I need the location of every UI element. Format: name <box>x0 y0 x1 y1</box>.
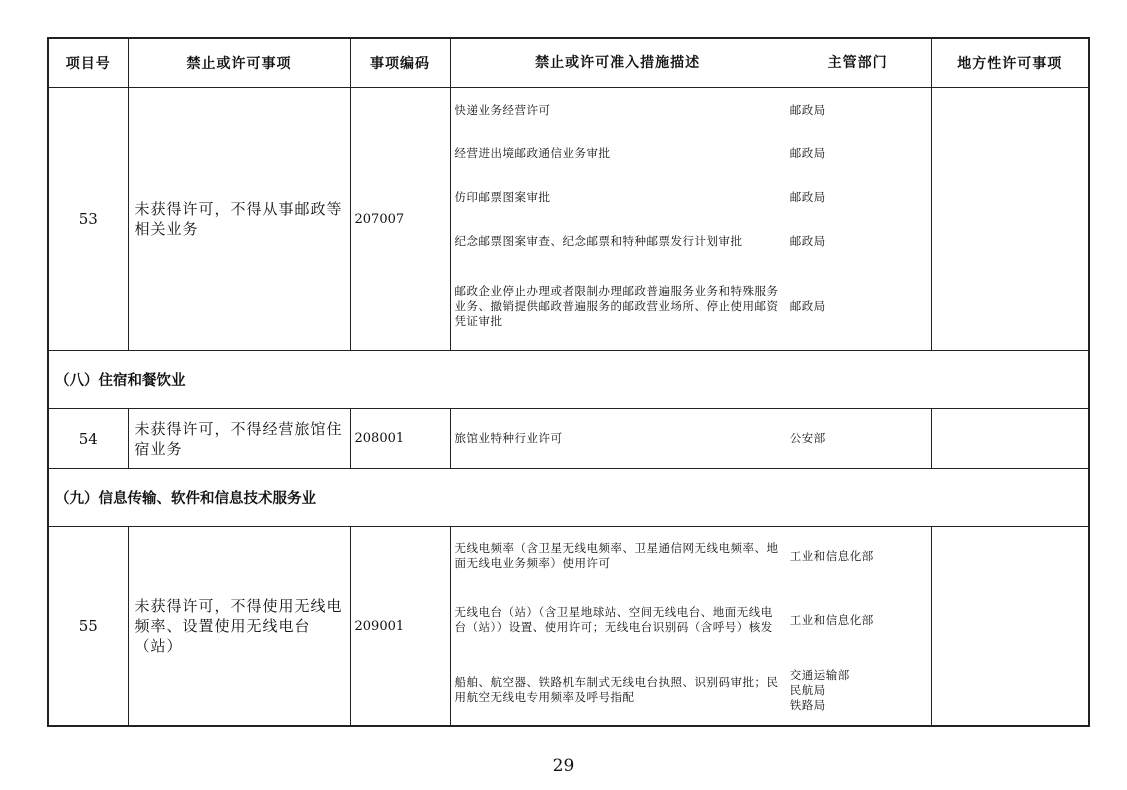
section-heading-8: （八）住宿和餐饮业 <box>48 351 1089 409</box>
row-53-measure-dept: 邮政局 <box>789 233 826 248</box>
header-item-no: 项目号 <box>48 38 128 88</box>
row-54-local <box>931 409 1089 469</box>
row-53-measure-desc: 纪念邮票图案审查、纪念邮票和特种邮票发行计划审批 <box>454 233 743 248</box>
row-54-measures <box>450 409 931 469</box>
row-53-measure-desc: 邮政企业停止办理或者限制办理邮政普遍服务业务和特殊服务业务、撤销提供邮政普遍服务的邮政营业场所、停止使用邮资凭证审批 <box>454 284 779 328</box>
row-53-item: 未获得许可，不得从事邮政等相关业务 <box>128 88 350 351</box>
row-54-number: 54 <box>48 409 128 469</box>
table-row-53 <box>48 88 1089 351</box>
row-53-measure-dept: 邮政局 <box>789 102 826 117</box>
row-53-number: 53 <box>48 88 128 351</box>
header-item: 禁止或许可事项 <box>128 38 350 88</box>
row-54-measure-dept: 公安部 <box>789 431 826 445</box>
market-access-table <box>47 37 1090 727</box>
row-55-code: 209001 <box>350 527 450 727</box>
table-row-54 <box>48 409 1089 469</box>
row-55-measure-desc: 无线电台（站）（含卫星地球站、空间无线电台、地面无线电台（站））设置、使用许可；无线电台识别码（含呼号）核发 <box>454 605 773 634</box>
header-desc-dept <box>450 38 931 88</box>
header-local: 地方性许可事项 <box>931 38 1089 88</box>
row-53-code: 207007 <box>350 88 450 351</box>
row-55-measures <box>450 527 931 727</box>
header-dept: 主管部门 <box>827 54 888 71</box>
row-53-measure-dept: 邮政局 <box>789 146 826 160</box>
row-53-measure-desc: 快递业务经营许可 <box>454 102 551 117</box>
row-53-measure-desc: 仿印邮票图案审批 <box>454 189 551 204</box>
row-53-measure-dept: 邮政局 <box>789 189 826 204</box>
header-desc: 禁止或许可准入措施描述 <box>535 54 701 71</box>
row-55-measure-dept: 工业和信息化部 <box>789 548 874 563</box>
row-54-code: 208001 <box>350 409 450 469</box>
header-row <box>48 38 1089 88</box>
row-53-local <box>931 88 1089 351</box>
row-55-measure-desc: 无线电频率（含卫星无线电频率、卫星通信网无线电频率、地面无线电业务频率）使用许可 <box>454 541 779 570</box>
header-code: 事项编码 <box>350 38 450 88</box>
section-row <box>48 351 1089 409</box>
row-54-measure-desc: 旅馆业特种行业许可 <box>454 431 563 445</box>
row-53-measure-desc: 经营进出境邮政通信业务审批 <box>454 146 611 160</box>
row-55-number: 55 <box>48 527 128 727</box>
row-55-local <box>931 527 1089 727</box>
page-number: 29 <box>552 756 575 776</box>
row-54-item: 未获得许可，不得经营旅馆住宿业务 <box>128 409 350 469</box>
row-53-measures <box>450 88 931 351</box>
row-55-item: 未获得许可，不得使用无线电频率、设置使用无线电台（站） <box>128 527 350 727</box>
section-row <box>48 469 1089 527</box>
row-55-measure-dept: 交通运输部 民航局 铁路局 <box>789 667 850 712</box>
section-heading-9: （九）信息传输、软件和信息技术服务业 <box>48 469 1089 527</box>
row-55-measure-dept: 工业和信息化部 <box>789 612 874 627</box>
row-55-measure-desc: 船舶、航空器、铁路机车制式无线电台执照、识别码审批；民用航空无线电专用频率及呼号指配 <box>454 675 779 704</box>
row-53-measure-dept: 邮政局 <box>789 299 826 313</box>
table-row-55 <box>48 527 1089 727</box>
